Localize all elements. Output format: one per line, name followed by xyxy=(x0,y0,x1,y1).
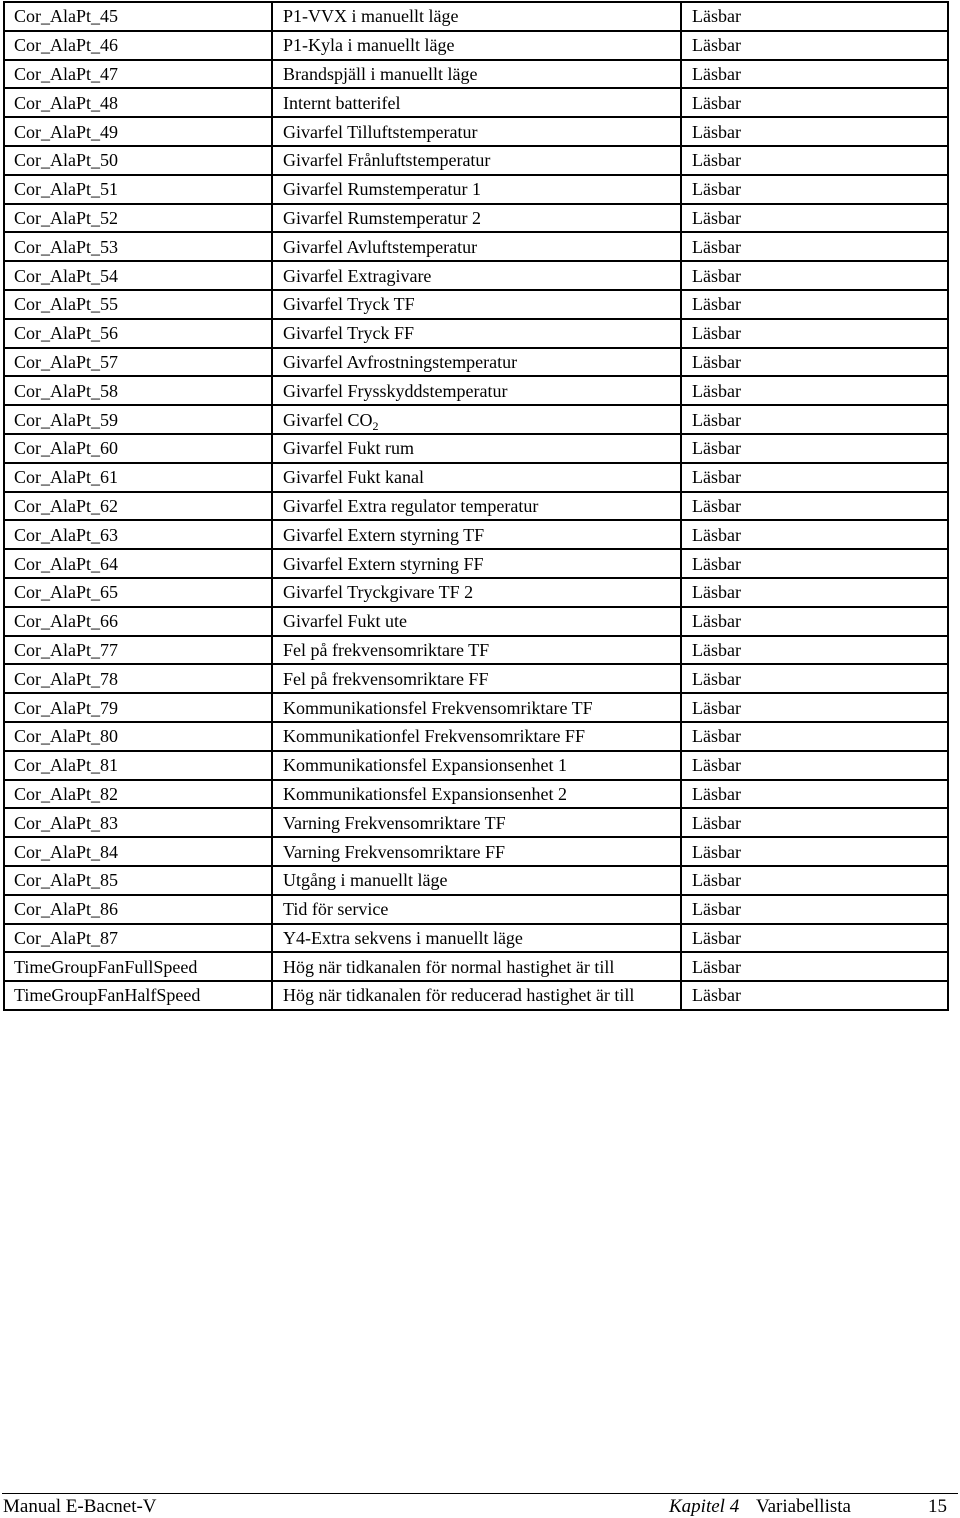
variable-access-cell: Läsbar xyxy=(681,780,948,809)
variable-description-text: Givarfel Rumstemperatur 2 xyxy=(283,207,481,228)
variable-name-cell: Cor_AlaPt_62 xyxy=(4,492,272,521)
variable-description-cell xyxy=(272,751,681,780)
variable-access-cell: Läsbar xyxy=(681,232,948,261)
variable-description-cell xyxy=(272,204,681,233)
variable-name-cell: Cor_AlaPt_60 xyxy=(4,434,272,463)
variable-description-text: Tid för service xyxy=(283,899,389,920)
variable-name-cell: Cor_AlaPt_53 xyxy=(4,232,272,261)
table-row xyxy=(4,60,948,89)
table-row xyxy=(4,722,948,751)
table-row xyxy=(4,780,948,809)
variable-description-text: Givarfel Extern styrning TF xyxy=(283,524,485,545)
variable-name-cell: Cor_AlaPt_50 xyxy=(4,146,272,175)
variable-access-cell: Läsbar xyxy=(681,520,948,549)
variable-name-cell: Cor_AlaPt_57 xyxy=(4,348,272,377)
variable-access-cell: Läsbar xyxy=(681,924,948,953)
variable-description-text: Internt batterifel xyxy=(283,92,401,113)
table-row xyxy=(4,319,948,348)
variable-description-text: Hög när tidkanalen för reducerad hastighet är till xyxy=(283,985,635,1006)
variable-access-cell: Läsbar xyxy=(681,348,948,377)
variable-access-cell: Läsbar xyxy=(681,261,948,290)
variable-name-cell: Cor_AlaPt_80 xyxy=(4,722,272,751)
table-row xyxy=(4,434,948,463)
variable-name-cell: Cor_AlaPt_63 xyxy=(4,520,272,549)
variable-description-cell xyxy=(272,2,681,31)
variable-access-cell: Läsbar xyxy=(681,290,948,319)
variable-name-cell: Cor_AlaPt_82 xyxy=(4,780,272,809)
variable-access-cell: Läsbar xyxy=(681,175,948,204)
variable-description-cell xyxy=(272,405,681,434)
variable-name-cell: Cor_AlaPt_79 xyxy=(4,693,272,722)
variable-description-text: Fel på frekvensomriktare TF xyxy=(283,639,490,660)
variable-access-cell: Läsbar xyxy=(681,607,948,636)
table-row xyxy=(4,636,948,665)
variable-access-cell: Läsbar xyxy=(681,146,948,175)
variable-description-cell xyxy=(272,175,681,204)
variable-description-text: Kommunikationsfel Expansionsenhet 1 xyxy=(283,755,567,776)
table-row xyxy=(4,837,948,866)
variable-description-cell xyxy=(272,693,681,722)
table-row xyxy=(4,492,948,521)
variable-description-cell xyxy=(272,434,681,463)
variable-description-text: Kommunikationsfel Frekvensomriktare TF xyxy=(283,697,593,718)
table-row xyxy=(4,204,948,233)
variable-description-cell xyxy=(272,952,681,981)
variable-name-cell: Cor_AlaPt_85 xyxy=(4,866,272,895)
table-row xyxy=(4,146,948,175)
variable-description-text: Givarfel Extragivare xyxy=(283,265,432,286)
variable-description-text: Utgång i manuellt läge xyxy=(283,870,448,891)
variable-access-cell: Läsbar xyxy=(681,664,948,693)
variable-description-cell xyxy=(272,60,681,89)
variable-name-cell: Cor_AlaPt_83 xyxy=(4,808,272,837)
variable-description-cell xyxy=(272,261,681,290)
variable-name-cell: Cor_AlaPt_81 xyxy=(4,751,272,780)
table-row xyxy=(4,578,948,607)
variable-access-cell: Läsbar xyxy=(681,492,948,521)
variable-name-cell: Cor_AlaPt_48 xyxy=(4,88,272,117)
variable-description-text: Givarfel Avluftstemperatur xyxy=(283,236,478,257)
table-row xyxy=(4,175,948,204)
variable-description-text: Varning Frekvensomriktare TF xyxy=(283,812,506,833)
variable-description-text: P1-Kyla i manuellt läge xyxy=(283,35,455,56)
variable-description-text: Givarfel Extern styrning FF xyxy=(283,553,484,574)
variable-access-cell: Läsbar xyxy=(681,578,948,607)
table-row xyxy=(4,31,948,60)
table-row xyxy=(4,348,948,377)
table-row xyxy=(4,261,948,290)
variable-description-cell xyxy=(272,549,681,578)
variable-name-cell: Cor_AlaPt_77 xyxy=(4,636,272,665)
variable-access-cell: Läsbar xyxy=(681,549,948,578)
variable-name-cell: Cor_AlaPt_46 xyxy=(4,31,272,60)
variable-description-cell xyxy=(272,780,681,809)
table-row xyxy=(4,866,948,895)
footer-section: Variabellista xyxy=(756,1496,851,1517)
variable-description-text: Givarfel Extra regulator temperatur xyxy=(283,495,539,516)
variable-description-cell xyxy=(272,578,681,607)
table-row xyxy=(4,117,948,146)
variable-description-text: Fel på frekvensomriktare FF xyxy=(283,668,489,689)
variable-description-cell xyxy=(272,722,681,751)
variable-description-text: Givarfel Frånluftstemperatur xyxy=(283,150,491,171)
variable-access-cell: Läsbar xyxy=(681,88,948,117)
table-row xyxy=(4,405,948,434)
variable-access-cell: Läsbar xyxy=(681,405,948,434)
variable-description-text: Givarfel Tryck TF xyxy=(283,294,415,315)
table-row xyxy=(4,549,948,578)
variable-description-text: Givarfel Tilluftstemperatur xyxy=(283,121,478,142)
variable-description-text: Givarfel Frysskyddstemperatur xyxy=(283,380,508,401)
variable-access-cell: Läsbar xyxy=(681,636,948,665)
variable-description-text: Givarfel CO xyxy=(283,409,373,430)
variable-description-text: Varning Frekvensomriktare FF xyxy=(283,841,505,862)
variable-access-cell: Läsbar xyxy=(681,981,948,1010)
page-footer xyxy=(3,1496,947,1518)
table-row xyxy=(4,290,948,319)
variable-access-cell: Läsbar xyxy=(681,952,948,981)
variable-access-cell: Läsbar xyxy=(681,751,948,780)
footer-page-number: 15 xyxy=(928,1496,947,1517)
table-row xyxy=(4,376,948,405)
variable-name-cell: Cor_AlaPt_52 xyxy=(4,204,272,233)
variable-access-cell: Läsbar xyxy=(681,434,948,463)
variable-access-cell: Läsbar xyxy=(681,722,948,751)
variable-description-cell xyxy=(272,866,681,895)
variable-name-cell: Cor_AlaPt_61 xyxy=(4,463,272,492)
variable-access-cell: Läsbar xyxy=(681,60,948,89)
variable-description-cell xyxy=(272,837,681,866)
variable-description-cell xyxy=(272,319,681,348)
variable-description-text: Kommunikationsfel Expansionsenhet 2 xyxy=(283,783,567,804)
variable-name-cell: TimeGroupFanHalfSpeed xyxy=(4,981,272,1010)
table-row xyxy=(4,808,948,837)
variable-description-cell xyxy=(272,232,681,261)
variable-access-cell: Läsbar xyxy=(681,837,948,866)
variable-description-cell xyxy=(272,290,681,319)
variable-description-cell xyxy=(272,492,681,521)
variable-access-cell: Läsbar xyxy=(681,463,948,492)
variable-description-text: Givarfel Fukt kanal xyxy=(283,467,424,488)
variable-name-cell: Cor_AlaPt_49 xyxy=(4,117,272,146)
variable-name-cell: Cor_AlaPt_84 xyxy=(4,837,272,866)
table-row xyxy=(4,952,948,981)
variable-description-cell xyxy=(272,520,681,549)
variable-description-text: Brandspjäll i manuellt läge xyxy=(283,63,478,84)
variable-access-cell: Läsbar xyxy=(681,808,948,837)
table-row xyxy=(4,924,948,953)
variable-name-cell: Cor_AlaPt_55 xyxy=(4,290,272,319)
variable-name-cell: Cor_AlaPt_86 xyxy=(4,895,272,924)
variable-description-cell xyxy=(272,895,681,924)
table-row xyxy=(4,693,948,722)
table-row xyxy=(4,895,948,924)
variable-description-text: P1-VVX i manuellt läge xyxy=(283,6,459,27)
variable-description-cell xyxy=(272,376,681,405)
variable-description-text: Kommunikationfel Frekvensomriktare FF xyxy=(283,726,585,747)
variable-description-cell xyxy=(272,31,681,60)
variable-description-text: Givarfel Avfrostningstemperatur xyxy=(283,351,518,372)
table-row xyxy=(4,232,948,261)
variable-description-cell xyxy=(272,636,681,665)
variable-table-body xyxy=(4,2,948,1010)
variable-name-cell: Cor_AlaPt_66 xyxy=(4,607,272,636)
variable-description-subscript: 2 xyxy=(372,418,379,433)
footer-divider xyxy=(2,1493,958,1494)
variable-description-cell xyxy=(272,88,681,117)
variable-access-cell: Läsbar xyxy=(681,2,948,31)
footer-manual-title: Manual E-Bacnet-V xyxy=(3,1496,157,1517)
variable-description-text: Givarfel Fukt rum xyxy=(283,438,414,459)
variable-access-cell: Läsbar xyxy=(681,204,948,233)
variable-access-cell: Läsbar xyxy=(681,319,948,348)
table-row xyxy=(4,2,948,31)
variable-description-cell xyxy=(272,348,681,377)
table-row xyxy=(4,607,948,636)
variable-name-cell: Cor_AlaPt_78 xyxy=(4,664,272,693)
variable-name-cell: Cor_AlaPt_64 xyxy=(4,549,272,578)
variable-name-cell: Cor_AlaPt_51 xyxy=(4,175,272,204)
variable-name-cell: Cor_AlaPt_58 xyxy=(4,376,272,405)
variable-name-cell: TimeGroupFanFullSpeed xyxy=(4,952,272,981)
footer-chapter: Kapitel 4 xyxy=(669,1496,740,1517)
variable-description-cell xyxy=(272,463,681,492)
table-row xyxy=(4,981,948,1010)
variable-name-cell: Cor_AlaPt_65 xyxy=(4,578,272,607)
variable-access-cell: Läsbar xyxy=(681,895,948,924)
variable-description-cell xyxy=(272,924,681,953)
variable-access-cell: Läsbar xyxy=(681,31,948,60)
variable-description-text: Hög när tidkanalen för normal hastighet är till xyxy=(283,956,615,977)
variable-description-cell xyxy=(272,981,681,1010)
variable-description-cell xyxy=(272,808,681,837)
variable-description-text: Givarfel Tryck FF xyxy=(283,323,415,344)
variable-name-cell: Cor_AlaPt_59 xyxy=(4,405,272,434)
variable-description-text: Givarfel Tryckgivare TF 2 xyxy=(283,582,474,603)
variable-description-cell xyxy=(272,607,681,636)
variable-name-cell: Cor_AlaPt_56 xyxy=(4,319,272,348)
variable-table xyxy=(3,1,949,1011)
variable-description-text: Givarfel Fukt ute xyxy=(283,611,407,632)
table-row xyxy=(4,664,948,693)
table-row xyxy=(4,751,948,780)
variable-name-cell: Cor_AlaPt_87 xyxy=(4,924,272,953)
variable-description-text: Y4-Extra sekvens i manuellt läge xyxy=(283,927,523,948)
variable-name-cell: Cor_AlaPt_47 xyxy=(4,60,272,89)
variable-access-cell: Läsbar xyxy=(681,866,948,895)
variable-access-cell: Läsbar xyxy=(681,117,948,146)
table-row xyxy=(4,88,948,117)
variable-description-cell xyxy=(272,146,681,175)
variable-description-text: Givarfel Rumstemperatur 1 xyxy=(283,179,481,200)
variable-description-cell xyxy=(272,117,681,146)
variable-access-cell: Läsbar xyxy=(681,693,948,722)
table-row xyxy=(4,520,948,549)
variable-name-cell: Cor_AlaPt_45 xyxy=(4,2,272,31)
variable-access-cell: Läsbar xyxy=(681,376,948,405)
table-row xyxy=(4,463,948,492)
variable-name-cell: Cor_AlaPt_54 xyxy=(4,261,272,290)
variable-description-cell xyxy=(272,664,681,693)
